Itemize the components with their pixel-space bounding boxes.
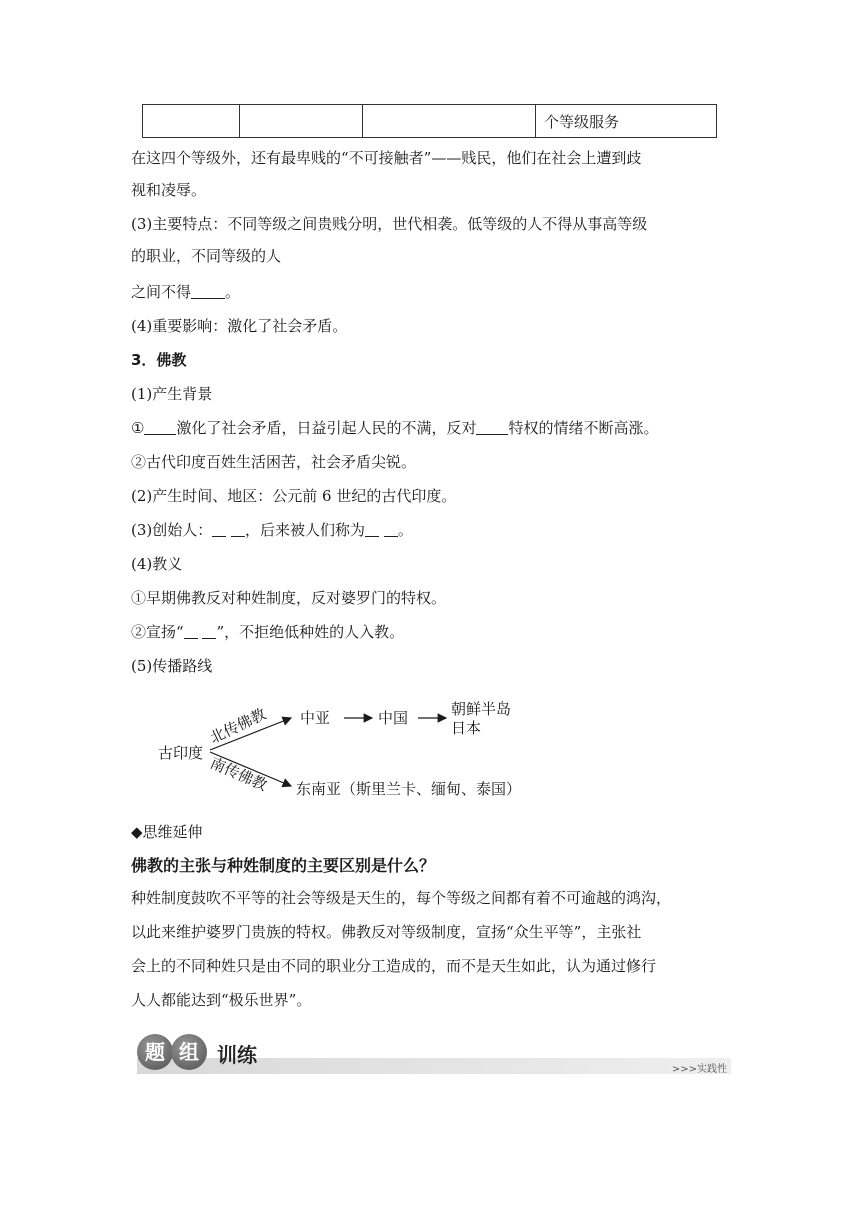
answer-line1: 种姓制度鼓吹不平等的社会等级是天生的，每个等级之间都有着不可逾越的鸿沟， <box>131 889 672 907</box>
table-cell <box>363 105 536 138</box>
extension-question: 佛教的主张与种姓制度的主要区别是什么？ <box>131 856 436 875</box>
founder-prefix: (3)创始人： <box>131 521 213 539</box>
table-cell: 个等级服务 <box>536 105 717 138</box>
korea-label: 朝鲜半岛 <box>451 700 512 718</box>
banner-char-2: 组 <box>179 1040 199 1064</box>
bg1-prefix: ① <box>131 419 145 437</box>
founder-line <box>131 520 413 540</box>
untouchable-text-line2: 视和凌辱。 <box>131 181 207 199</box>
central-asia-label: 中亚 <box>300 709 331 727</box>
fill-blank[interactable] <box>231 521 245 537</box>
table-cell <box>143 105 240 138</box>
fill-blank[interactable] <box>144 419 176 435</box>
southeast-asia-label: 东南亚（斯里兰卡、缅甸、泰国） <box>296 780 522 798</box>
table-cell <box>240 105 363 138</box>
extension-heading: ◆思维延伸 <box>131 823 203 841</box>
answer-line3: 会上的不同种姓只是由不同的职业分工造成的，而不是天生如此，认为通过修行 <box>131 957 657 975</box>
bg1-suffix: 特权的情绪不断高涨。 <box>508 419 659 437</box>
caste-table-fragment <box>142 104 717 138</box>
features-line1: (3)主要特点：不同等级之间贵贱分明，世代相袭。低等级的人不得从事高等级 <box>131 215 648 233</box>
fill-blank[interactable] <box>202 623 216 639</box>
doctrine-item-1: ①早期佛教反对种姓制度，反对婆罗门的特权。 <box>131 589 447 607</box>
banner-tag: >>>实践性 <box>671 1064 727 1075</box>
north-route-label: 北传佛教 <box>207 704 269 748</box>
features-line3-suffix: 。 <box>225 283 241 301</box>
bg1-mid: 激化了社会矛盾，日益引起人民的不满，反对 <box>176 419 477 437</box>
background-item-2: ②古代印度百姓生活困苦，社会矛盾尖锐。 <box>131 453 417 471</box>
impact-line: (4)重要影响：激化了社会矛盾。 <box>131 317 348 335</box>
doctrine-title: (4)教义 <box>131 555 183 573</box>
table-row <box>143 105 717 138</box>
answer-line4: 人人都能达到“极乐世界”。 <box>131 991 312 1009</box>
japan-label: 日本 <box>451 719 482 737</box>
fill-blank[interactable] <box>476 419 508 435</box>
features-line3-prefix: 之间不得 <box>131 283 192 301</box>
fill-blank[interactable] <box>365 521 379 537</box>
untouchable-text-line1: 在这四个等级外，还有最卑贱的“不可接触者”——贱民，他们在社会上遭到歧 <box>131 149 642 167</box>
doctrine2-suffix: ”，不拒绝低种姓的人入教。 <box>216 623 405 641</box>
fill-blank[interactable] <box>184 623 198 639</box>
spread-route-diagram <box>150 690 570 805</box>
background-item-1 <box>131 418 658 438</box>
answer-line2: 以此来维护婆罗门贵族的特权。佛教反对等级制度，宣扬“众生平等”，主张社 <box>131 923 642 941</box>
doctrine-item-2 <box>131 622 404 642</box>
south-route-label: 南传佛教 <box>207 753 270 795</box>
origin-label: 古印度 <box>158 744 204 762</box>
features-line3 <box>131 282 240 302</box>
spread-title: (5)传播路线 <box>131 657 213 675</box>
banner-title: 训练 <box>217 1043 257 1067</box>
founder-suffix: 。 <box>397 521 413 539</box>
group-training-banner <box>133 1034 731 1076</box>
founder-mid: ，后来被人们称为 <box>245 521 366 539</box>
fill-blank[interactable] <box>384 521 398 537</box>
background-title: (1)产生背景 <box>131 385 213 403</box>
doctrine2-prefix: ②宣扬“ <box>131 623 184 641</box>
buddhism-heading: 3．佛教 <box>131 351 187 369</box>
fill-blank[interactable] <box>212 521 226 537</box>
china-label: 中国 <box>378 709 409 727</box>
fill-blank[interactable] <box>191 283 225 299</box>
time-place-line: (2)产生时间、地区：公元前 6 世纪的古代印度。 <box>131 487 457 505</box>
features-line2: 的职业，不同等级的人 <box>131 247 282 265</box>
banner-char-1: 题 <box>145 1040 165 1064</box>
